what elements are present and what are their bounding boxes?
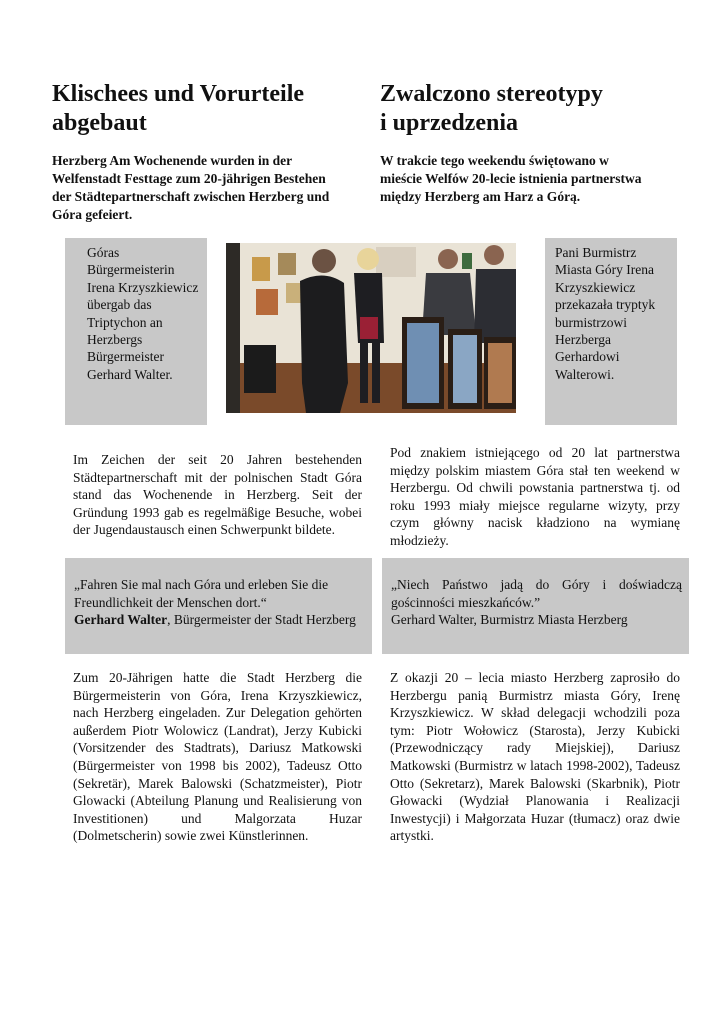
polish-quote-box [382,558,689,654]
ceremony-photo [226,243,516,413]
german-lead: Herzberg Am Wochenende wurden in der Welfenstadt Festtage zum 20-jährigen Bestehen der Städtepartnerschaft zwischen Herzberg und Góra gefeiert. [52,153,330,222]
polish-quote: „Niech Państwo jadą do Góry i doświadczą gościnności mieszkańców.” [391,577,682,610]
german-quote: „Fahren Sie mal nach Góra und erleben Sie die Freundlichkeit der Menschen dort.“ [74,577,329,610]
german-quote-text [74,576,366,629]
german-paragraph-2: Zum 20-Jährigen hatte die Stadt Herzberg die Bürgermeisterin von Góra, Irena Krzyszkiewicz, nach Herzberg eingeladen. Zur Delegation gehörten außerdem Piotr Wolowicz (Landrat), Jerzy Kubicki (Vorsitzender des Stadtrats), Dariusz Matkowski (Bürgermeister von 1998 bis 2002), Tadeusz Otto (Sekretär), Marek Balowski (Schatzmeister), Piotr Glowacki (Abteilung Planung und Realisierung von Investitionen) und Malgorzata Huzar (Dolmetscherin) sowie zwei Künstlerinnen. [73,670,362,844]
polish-caption-box [545,238,677,425]
german-caption: Góras Bürgermeisterin Irena Krzyszkiewicz übergab das Triptychon an Herzbergs Bürgermeister Gerhard Walter. [87,245,199,382]
polish-title-line1: Zwalczono stereotypy [380,81,603,107]
german-quote-box [65,558,372,654]
german-quote-author-name: Gerhard Walter [74,612,168,628]
german-caption-box [65,238,207,425]
polish-paragraph-1: Pod znakiem istniejącego od 20 lat partnerstwa między polskim miastem Góra stał ten weekend w Herzbergu. Od chwili powstania partnerstwa tj. od roku 1993 miały miejsce regularne wizyty, przy czym główny nacisk kładziono na wymianę młodzieży. [390,445,680,548]
polish-quote-author: Gerhard Walter, Burmistrz Miasta Herzberg [391,612,628,628]
german-quote-author-role: , Bürgermeister der Stadt Herzberg [167,612,356,628]
polish-caption: Pani Burmistrz Miasta Góry Irena Krzyszkiewicz przekazała tryptyk burmistrzowi Herzberga Gerhardowi Walterowi. [555,245,656,382]
polish-quote-text [391,576,682,629]
german-title-line2: abgebaut [52,110,147,136]
german-title [52,80,352,138]
german-quote-author [74,611,366,629]
polish-title [380,80,680,138]
german-paragraph-1: Im Zeichen der seit 20 Jahren bestehenden Städtepartnerschaft mit der polnischen Stadt Góra stand das Wochenende in Herzberg. Seit der Gründung 1993 gab es regelmäßige Besuche, wobei der Jugendaustausch einen Schwerpunkt bildete. [73,452,362,538]
polish-paragraph-2: Z okazji 20 – lecia miasto Herzberg zaprosiło do Herzbergu panią Burmistrz miasta Góry, Irenę Krzyszkiewicz. W skład delegacji wchodzili poza tym: Piotr Wołowicz (Starosta), Jerzy Kubicki (Przewodniczący rady Miejskiej), Dariusz Matkowski (Burmistrz w latach 1998-2002), Tadeusz Otto (Sekretarz), Marek Balowski (Skarbnik), Piotr Głowacki (Wydział Planowania i Realizacji Inwestycji) i Małgorzata Huzar (tłumacz) oraz dwie artystki. [390,670,680,844]
polish-lead: W trakcie tego weekendu świętowano w mieście Welfów 20-lecie istnienia partnerstwa między Herzberg am Harz a Górą. [380,153,642,204]
polish-title-line2: i uprzedzenia [380,110,518,136]
ceremony-photo-illustration [226,243,516,413]
german-title-line1: Klischees und Vorurteile [52,81,305,107]
